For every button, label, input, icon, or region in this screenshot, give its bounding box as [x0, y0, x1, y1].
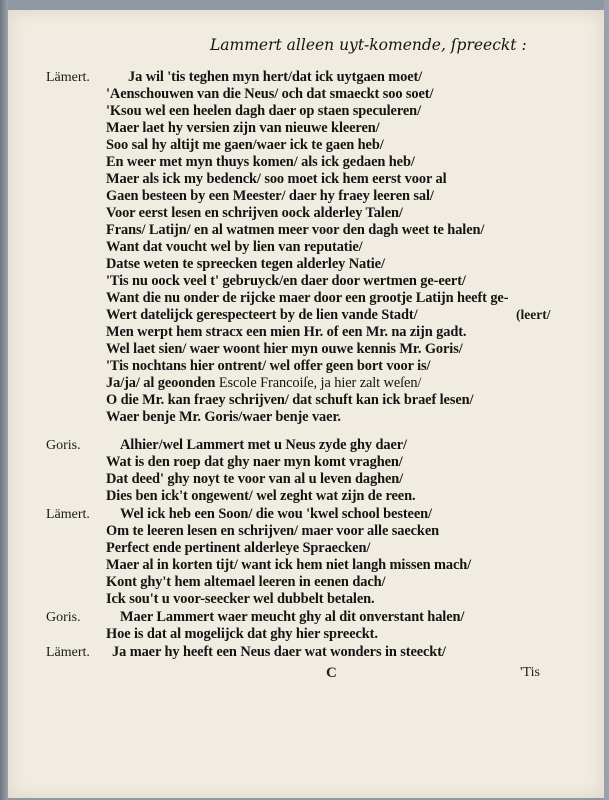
- verse-line: 'Tis nu oock veel t' gebruyck/en daer door wertmen ge-eert/: [106, 273, 466, 289]
- verse-line: Hoe is dat al mogelijck dat ghy hier spreeckt.: [106, 626, 378, 642]
- verse-text: Ja/ja/ al geoonden: [106, 375, 216, 391]
- verse-line: [106, 375, 421, 392]
- speaker-label: Lämert.: [46, 645, 90, 660]
- verse-line: Datse weten te spreecken tegen alderley Natie/: [106, 256, 385, 272]
- verse-line: Maer al in korten tijt/ want ick hem niet langh missen mach/: [106, 557, 472, 573]
- verse-line: Maer Lammert waer meucht ghy al dit onverstant halen/: [120, 609, 465, 625]
- signature-mark: C: [326, 665, 337, 681]
- book-page: [8, 10, 604, 798]
- verse-line: En weer met myn thuys komen/ als ick gedaen heb/: [106, 154, 415, 170]
- verse-line: Want die nu onder de rijcke maer door een grootje Latijn heeft ge-: [106, 290, 509, 306]
- verse-line: Maer als ick my bedenck/ soo moet ick hem eerst voor al: [106, 171, 447, 187]
- catchword: 'Tis: [520, 665, 540, 680]
- verse-line: Wel ick heb een Soon/ die wou 'kwel school besteen/: [120, 506, 432, 522]
- verse-line: 'Ksou wel een heelen dagh daer op staen speculeren/: [106, 103, 421, 119]
- verse-line: Om te leeren lesen en schrijven/ maer voor alle saecken: [106, 523, 440, 539]
- verse-line: Ja maer hy heeft een Neus daer wat wonders in steeckt/: [112, 644, 446, 660]
- speaker-label: Lämert.: [46, 70, 90, 85]
- scene-heading: Lammert alleen uyt-komende, ſpreeckt :: [210, 36, 527, 54]
- verse-line: Gaen besteen by een Meester/ daer hy fraey leeren sal/: [106, 188, 434, 204]
- binding-edge: [0, 0, 8, 800]
- verse-line: Want dat voucht wel by lien van reputatie/: [106, 239, 363, 255]
- verse-line: O die Mr. kan fraey schrijven/ dat schuft kan ick braef lesen/: [106, 392, 474, 408]
- verse-line: Wat is den roep dat ghy naer myn komt vraghen/: [106, 454, 403, 470]
- verse-line: Alhier/wel Lammert met u Neus zyde ghy daer/: [120, 437, 407, 453]
- verse-line: Frans/ Latijn/ en al watmen meer voor den dagh weet te halen/: [106, 222, 485, 238]
- page-edge-right: [604, 0, 609, 800]
- verse-line: Dies ben ick't ongewent/ wel zeght wat zijn de reen.: [106, 488, 416, 504]
- verse-line: Waer benje Mr. Goris/waer benje vaer.: [106, 409, 341, 425]
- verse-line: 'Tis nochtans hier ontrent/ wel offer geen bort voor is/: [106, 358, 431, 374]
- verse-line: Perfect ende pertinent alderleye Spraecken/: [106, 540, 371, 556]
- verse-line: Maer laet hy versien zijn van nieuwe kleeren/: [106, 120, 380, 136]
- verse-line: Dat deed' ghy noyt te voor van al u leven daghen/: [106, 471, 404, 487]
- roman-type-text: Escole Francoiſe, ja hier zalt weſen/: [218, 375, 422, 391]
- verse-line: Ick sou't u voor-seecker wel dubbelt betalen.: [106, 591, 375, 607]
- speaker-label: Goris.: [46, 610, 81, 625]
- speaker-label: Lämert.: [46, 507, 90, 522]
- verse-line: Soo sal hy altijt me gaen/waer ick te gaen heb/: [106, 137, 384, 153]
- verse-line: 'Aenschouwen van die Neus/ och dat smaeckt soo soet/: [106, 86, 434, 102]
- verse-line: Voor eerst lesen en schrijven oock alderley Talen/: [106, 205, 403, 221]
- margin-note: (leert/: [516, 307, 551, 322]
- verse-line: Wert datelijck gerespecteert by de lien vande Stadt/: [106, 307, 418, 323]
- speaker-label: Goris.: [46, 438, 81, 453]
- verse-line: Men werpt hem stracx een mien Hr. of een Mr. na zijn gadt.: [106, 324, 467, 340]
- verse-line: Kont ghy't hem altemael leeren in eenen dach/: [106, 574, 386, 590]
- verse-line: Ja wil 'tis teghen myn hert/dat ick uytgaen moet/: [128, 69, 423, 85]
- verse-line: Wel laet sien/ waer woont hier myn ouwe kennis Mr. Goris/: [106, 341, 463, 357]
